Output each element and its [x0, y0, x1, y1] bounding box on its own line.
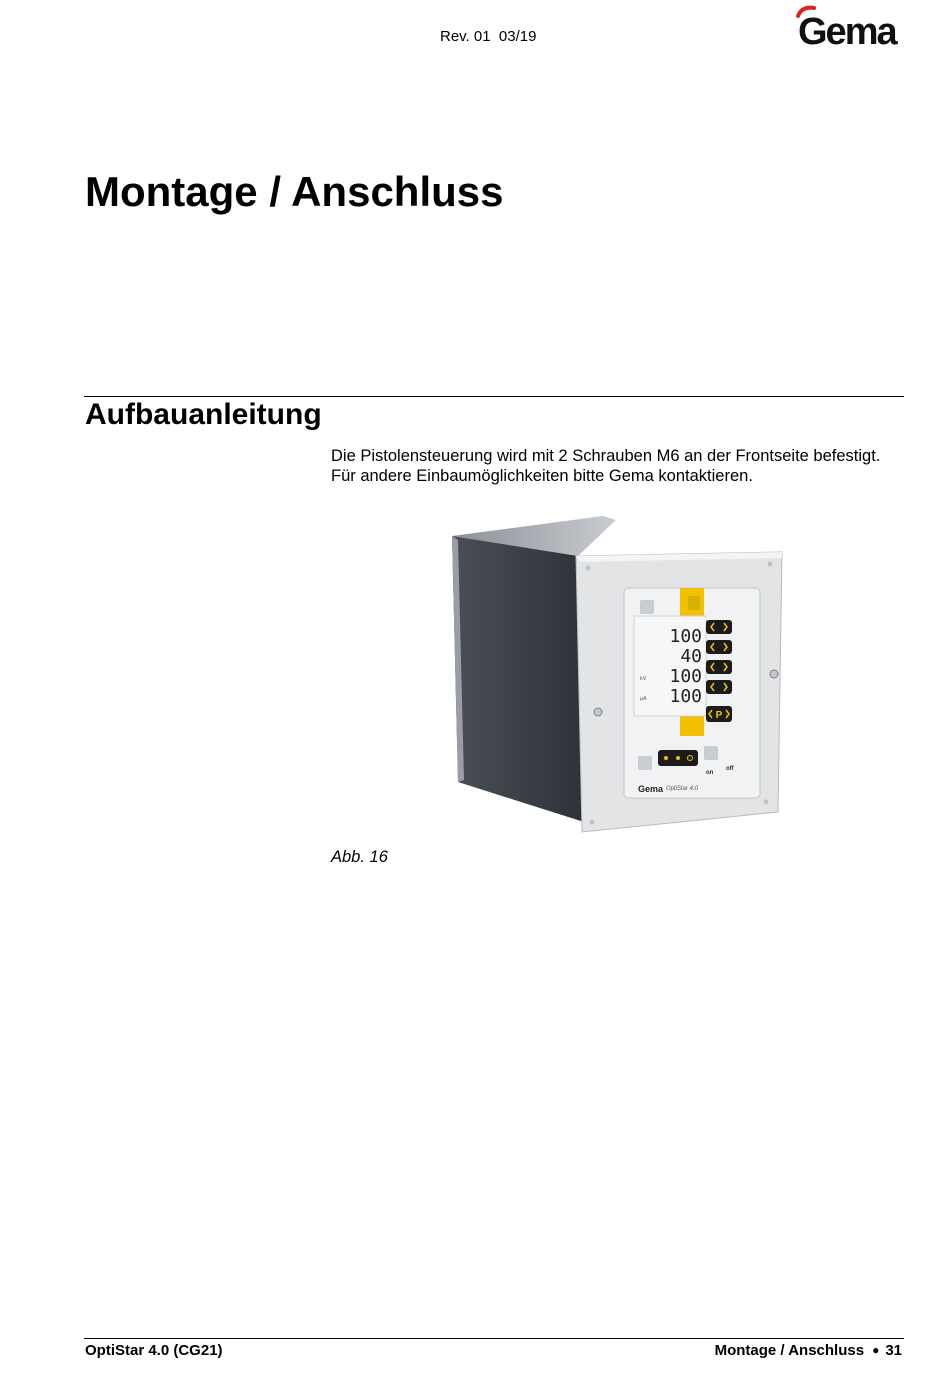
- device-model: OptiStar 4.0: [666, 786, 699, 792]
- screw-icon: [590, 820, 595, 825]
- footer-section-title: Montage / Anschluss: [714, 1342, 865, 1359]
- lcd-value-1: 100: [669, 626, 702, 647]
- power-button: [638, 756, 652, 770]
- bluetooth-button: [688, 596, 700, 610]
- section-divider: [84, 396, 904, 397]
- lcd-label-kv: kV: [640, 676, 647, 682]
- device-brand: Gema: [638, 784, 664, 794]
- lcd-label-ua: µA: [640, 696, 647, 702]
- chapter-title: Montage / Anschluss: [85, 168, 504, 215]
- logo-text: Gema: [798, 11, 896, 50]
- gema-logo: [792, 2, 912, 50]
- screw-icon: [764, 800, 769, 805]
- footer-section: [715, 1342, 902, 1359]
- reset-button: [704, 746, 718, 760]
- lcd-value-3: 100: [669, 666, 702, 687]
- section-title: Aufbauanleitung: [85, 398, 322, 431]
- screw-icon: [594, 708, 602, 716]
- housing-side: [452, 536, 584, 822]
- section-body: Die Pistolensteuerung wird mit 2 Schrauben M6 an der Frontseite befestigt. Für andere Einbaumöglichkeiten bitte Gema kontaktieren.: [331, 447, 881, 485]
- device-figure: [448, 512, 788, 837]
- screw-icon: [768, 562, 773, 567]
- footer-product: OptiStar 4.0 (CG21): [85, 1342, 223, 1359]
- lcd-value-4: 100: [669, 686, 702, 707]
- screw-icon: [586, 566, 591, 571]
- lcd-value-2: 40: [680, 646, 702, 667]
- revision-label: Rev. 01 03/19: [440, 28, 537, 45]
- switch-on-label: on: [706, 770, 714, 776]
- switch-off-label: off: [726, 766, 734, 772]
- footer-divider: [84, 1338, 904, 1339]
- page-number: 31: [885, 1342, 902, 1359]
- screw-icon: [770, 670, 778, 678]
- program-button-label: P: [715, 710, 723, 721]
- figure-caption: Abb. 16: [331, 848, 388, 866]
- mode-button: [640, 600, 654, 614]
- bullet-icon: ●: [872, 1343, 880, 1357]
